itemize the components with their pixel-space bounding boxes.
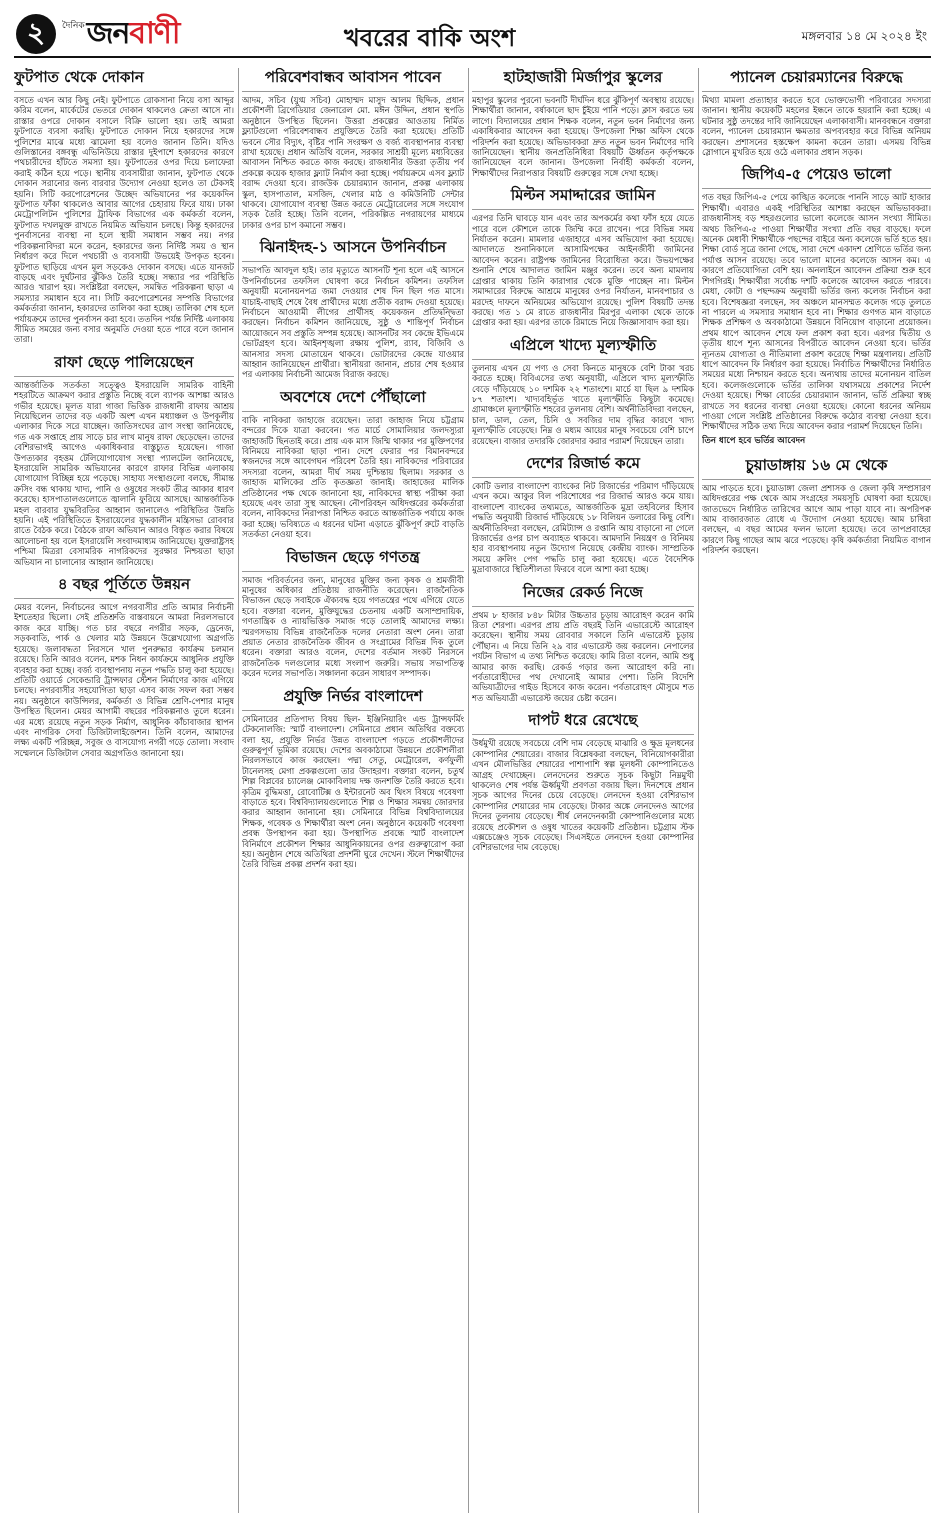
story-body: প্রথম ৮ হাজার ৮৪৮ মিটার উচ্চতার চূড়ায় আরোহণ করেন কামি রিতা শেরপা। এরপর প্রায় প্রতি বছরই তিনি এভারেস্টে আরোহণ করেছেন। স্থানীয় সময় রোববার সকালে তিনি এভারেস্ট চূড়ায় পৌঁছান। এ নিয়ে তিনি ২৯ বার এভারেস্ট জয় করলেন। নেপালের পর্যটন বিভাগ এ তথ্য নিশ্চিত করেছে। কামি রিতা বলেন, আমি শুধু আমার কাজ করছি। রেকর্ড গড়ার জন্য আরোহণ করি না। পর্বতারোহীদের পথ দেখানোই আমার পেশা। তিনি বিদেশি অভিযাত্রীদের গাইড হিসেবে কাজ করেন। পর্বতারোহণ মৌসুমে শত শত অভিযাত্রী এভারেস্ট জয়ের চেষ্টা করেন। bbox=[472, 609, 694, 703]
story-body: সভাপতি আবদুল হাই। তার মৃত্যুতে আসনটি শূন্য হলে এই আসনে উপনির্বাচনের তফসিল ঘোষণা করে নির্বাচন কমিশন। তফসিল অনুযায়ী মনোনয়নপত্র জমা দেওয়ার শেষ দিন ছিল গত মাসে। যাচাই-বাছাই শেষে বৈধ প্রার্থীদের মধ্যে প্রতীক বরাদ্দ দেওয়া হয়েছে। নির্বাচনে আওয়ামী লীগের প্রার্থীসহ কয়েকজন প্রতিদ্বন্দ্বিতা করছেন। নির্বাচন কমিশন জানিয়েছে, সুষ্ঠু ও শান্তিপূর্ণ নির্বাচন আয়োজনে সব প্রস্তুতি সম্পন্ন হয়েছে। আসনটির সব কেন্দ্রে ইভিএমে ভোটগ্রহণ হবে। আইনশৃঙ্খলা রক্ষায় পুলিশ, র‌্যাব, বিজিবি ও আনসার সদস্য মোতায়েন থাকবে। ভোটারদের কেন্দ্রে যাওয়ার আহ্বান জানিয়েছেন প্রার্থীরা। স্থানীয়রা জানান, প্রচার শেষ হওয়ার পর এলাকায় নির্বাচনী আমেজ বিরাজ করছে। bbox=[242, 265, 464, 380]
story-milton bbox=[472, 186, 694, 327]
story-body: মেয়র বলেন, নির্বাচনের আগে নগরবাসীর প্রতি আমার নির্বাচনী ইশতেহার ছিলো। সেই প্রতিশ্রুতি বাস্তবায়নে আমরা নিরলসভাবে কাজ করে যাচ্ছি। গত চার বছরে নগরীর সড়ক, ড্রেনেজ, সড়কবাতি, পার্ক ও খেলার মাঠ উন্নয়নে উল্লেখযোগ্য অগ্রগতি হয়েছে। জলাবদ্ধতা নিরসনে খাল পুনরুদ্ধার কার্যক্রম চলমান রয়েছে। তিনি আরও বলেন, মশক নিধন কার্যক্রমে আধুনিক প্রযুক্তি ব্যবহার করা হচ্ছে। বর্জ্য ব্যবস্থাপনায় নতুন পদ্ধতি চালু করা হয়েছে। প্রতিটি ওয়ার্ডে সেকেন্ডারি ট্রান্সফার স্টেশন নির্মাণের কাজ এগিয়ে চলছে। নগরবাসীর সহযোগিতা ছাড়া এসব কাজ সফল করা সম্ভব নয়। অনুষ্ঠানে কাউন্সিলর, কর্মকর্তা ও বিভিন্ন শ্রেণি-পেশার মানুষ উপস্থিত ছিলেন। মেয়র আগামী বছরের পরিকল্পনাও তুলে ধরেন। এর মধ্যে রয়েছে নতুন সড়ক নির্মাণ, আধুনিক কাঁচাবাজার স্থাপন এবং নাগরিক সেবা ডিজিটালাইজেশন। তিনি বলেন, আমাদের লক্ষ্য একটি পরিচ্ছন্ন, সবুজ ও বাসযোগ্য নগরী গড়ে তোলা। সংবাদ সম্মেলনে ডিজিটাল সেবার অগ্রগতিও জানানো হয়। bbox=[14, 602, 234, 758]
daily-label: দৈনিক bbox=[62, 20, 85, 31]
story-body: সেমিনারের প্রতিপাদ্য বিষয় ছিল- ইঞ্জিনিয়ারিং এন্ড ট্রান্সফর্মিং টেকনোলজি: স্মার্ট বাংলাদেশ। সেমিনারে প্রধান অতিথির বক্তব্যে বলা হয়, প্রযুক্তি নির্ভর উন্নত বাংলাদেশ গড়তে প্রকৌশলীদের গুরুত্বপূর্ণ ভূমিকা রয়েছে। দেশের অবকাঠামো উন্নয়নে প্রকৌশলীরা নিরলসভাবে কাজ করছেন। পদ্মা সেতু, মেট্রোরেল, কর্ণফুলী টানেলসহ মেগা প্রকল্পগুলো তার উদাহরণ। বক্তারা বলেন, চতুর্থ শিল্প বিপ্লবের চ্যালেঞ্জ মোকাবিলায় দক্ষ জনশক্তি তৈরি করতে হবে। কৃত্রিম বুদ্ধিমত্তা, রোবোটিক্স ও ইন্টারনেট অব থিংস বিষয়ে গবেষণা বাড়াতে হবে। বিশ্ববিদ্যালয়গুলোতে শিল্প ও শিক্ষার সমন্বয় জোরদার করার আহ্বান জানানো হয়। সেমিনারে বিভিন্ন বিশ্ববিদ্যালয়ের শিক্ষক, গবেষক ও শিক্ষার্থীরা অংশ নেন। অনুষ্ঠানে কয়েকটি গবেষণা প্রবন্ধ উপস্থাপন করা হয়। উপস্থাপিত প্রবন্ধে স্মার্ট বাংলাদেশ বিনির্মাণে প্রকৌশল শিক্ষার আধুনিকায়নের ওপর গুরুত্বারোপ করা হয়। অনুষ্ঠান শেষে অতিথিরা প্রদর্শনী ঘুরে দেখেন। স্টলে শিক্ষার্থীদের তৈরি বিভিন্ন প্রকল্প প্রদর্শন করা হয়। bbox=[242, 713, 464, 870]
column-rule bbox=[698, 68, 699, 1513]
headline: এপ্রিলে খাদ্যে মূল্যস্ফীতি bbox=[472, 336, 694, 360]
story-reserve bbox=[472, 454, 694, 575]
story-returned bbox=[242, 388, 464, 540]
story-body: গত বছর জিপিএ-৫ পেয়ে কাঙ্খিত কলেজে পাননি সাড়ে আট হাজার শিক্ষার্থী। এবারও একই পরিস্থিতির আশঙ্কা করছেন অভিভাবকরা। রাজধানীসহ বড় শহরগুলোর ভালো কলেজে আসন সংখ্যা সীমিত। অথচ জিপিএ-৫ পাওয়া শিক্ষার্থীর সংখ্যা প্রতি বছর বাড়ছে। ফলে অনেক মেধাবী শিক্ষার্থীকে পছন্দের বাইরে অন্য কলেজে ভর্তি হতে হয়। শিক্ষা বোর্ড সূত্রে জানা গেছে, সারা দেশে একাদশ শ্রেণিতে ভর্তির জন্য পর্যাপ্ত আসন রয়েছে। তবে ভালো মানের কলেজে আসন কম। এ কারণে প্রতিযোগিতা বেশি হয়। অনলাইনে আবেদন প্রক্রিয়া শুরু হবে শিগগিরই। শিক্ষার্থীরা সর্বোচ্চ দশটি কলেজে আবেদন করতে পারবে। মেধা, কোটা ও পছন্দক্রম অনুযায়ী ভর্তির জন্য কলেজ নির্বাচন করা হবে। বিশেষজ্ঞরা বলছেন, সব অঞ্চলে মানসম্মত কলেজ গড়ে তুলতে না পারলে এ সমস্যার সমাধান হবে না। শিক্ষার গুণগত মান বাড়াতে শিক্ষক প্রশিক্ষণ ও অবকাঠামো উন্নয়নে বিনিয়োগ বাড়ানো প্রয়োজন। প্রথম ধাপে আবেদন শেষে ফল প্রকাশ করা হবে। এরপর দ্বিতীয় ও তৃতীয় ধাপে শূন্য আসনের বিপরীতে আবেদন নেওয়া হবে। ভর্তির ন্যূনতম যোগ্যতা ও নীতিমালা প্রকাশ করেছে শিক্ষা মন্ত্রণালয়। প্রতিটি ধাপে আবেদন ফি নির্ধারণ করা হয়েছে। নির্বাচিত শিক্ষার্থীদের নির্ধারিত সময়ের মধ্যে নিশ্চায়ন করতে হবে। অন্যথায় তাদের মনোনয়ন বাতিল হবে। কলেজগুলোকে ভর্তির তালিকা যথাসময়ে প্রকাশের নির্দেশ দেওয়া হয়েছে। শিক্ষা বোর্ডের চেয়ারম্যান জানান, ভর্তি প্রক্রিয়া স্বচ্ছ রাখতে সব ধরনের ব্যবস্থা নেওয়া হয়েছে। কোনো ধরনের অনিয়ম পাওয়া গেলে সংশ্লিষ্ট প্রতিষ্ঠানের বিরুদ্ধে কঠোর ব্যবস্থা নেওয়া হবে। শিক্ষার্থীদের সঠিক তথ্য দিয়ে আবেদন করার পরামর্শ দিয়েছেন তিনি। bbox=[702, 192, 931, 432]
headline: চুয়াডাঙ্গায় ১৬ মে থেকে bbox=[702, 456, 931, 480]
headline: পরিবেশবান্ধব আবাসন পাবেন bbox=[242, 68, 464, 92]
story-price bbox=[472, 711, 694, 852]
story-record bbox=[472, 583, 694, 704]
headline: প্রযুক্তি নির্ভর বাংলাদেশ bbox=[242, 687, 464, 711]
column-1 bbox=[14, 68, 234, 1513]
story-chairman bbox=[702, 68, 931, 157]
masthead bbox=[14, 12, 931, 58]
headline: হাটহাজারী মির্জাপুর স্কুলের bbox=[472, 68, 694, 92]
story-body: মহাপুর স্কুলের পুরনো ভবনটি দীর্ঘদিন ধরে ঝুঁকিপূর্ণ অবস্থায় রয়েছে। শিক্ষার্থীরা জানান, বর্ষাকালে ছাদ চুঁইয়ে পানি পড়ে। ক্লাস করতে ভয় লাগে। বিদ্যালয়ের প্রধান শিক্ষক বলেন, নতুন ভবন নির্মাণের জন্য একাধিকবার আবেদন করা হয়েছে। উপজেলা শিক্ষা অফিস থেকে পরিদর্শন করা হয়েছে। অভিভাবকরা দ্রুত নতুন ভবন নির্মাণের দাবি জানিয়েছেন। স্থানীয় জনপ্রতিনিধিরা বিষয়টি ঊর্ধ্বতন কর্তৃপক্ষকে জানিয়েছেন বলে জানান। উপজেলা নির্বাহী কর্মকর্তা বলেন, শিক্ষার্থীদের নিরাপত্তার বিষয়টি গুরুত্বের সঙ্গে দেখা হচ্ছে। bbox=[472, 95, 694, 178]
story-footpath bbox=[14, 68, 234, 345]
headline: মিল্টন সমাদ্দারের জামিন bbox=[472, 186, 694, 210]
column-4 bbox=[702, 68, 931, 1513]
story-body: এরপর তিনি ঘাবড়ে যান এবং তার অপকর্মের কথা ফাঁস হয়ে যেতে পারে বলে কৌশলে তাকে জিম্মি করে রাখেন। পরে বিভিন্ন সময় নির্যাতন করেন। মামলার এজাহারে এসব অভিযোগ করা হয়েছে। আদালতে শুনানিকালে আসামিপক্ষের আইনজীবী জামিনের আবেদন করেন। রাষ্ট্রপক্ষ জামিনের বিরোধিতা করে। উভয়পক্ষের শুনানি শেষে আদালত জামিন মঞ্জুর করেন। তবে অন্য মামলায় গ্রেপ্তার থাকায় তিনি কারাগার থেকে মুক্তি পাচ্ছেন না। মিল্টন সমাদ্দারের বিরুদ্ধে আশ্রমে মানুষের ওপর নির্যাতন, মানবপাচার ও মরদেহ দাফনে অনিয়মের অভিযোগ রয়েছে। পুলিশ বিষয়টি তদন্ত করছে। গত ১ মে রাতে রাজধানীর মিরপুর এলাকা থেকে তাকে গ্রেপ্তার করা হয়। এরপর তাকে রিমান্ডে নিয়ে জিজ্ঞাসাবাদ করা হয়। bbox=[472, 213, 694, 328]
issue-date: মঙ্গলবার ১৪ মে ২০২৪ ইং bbox=[801, 29, 927, 43]
column-rule bbox=[238, 68, 239, 1513]
story-democracy bbox=[242, 548, 464, 679]
logo bbox=[16, 14, 180, 54]
headline: নিজের রেকর্ড নিজে bbox=[472, 583, 694, 607]
story-hathazari bbox=[472, 68, 694, 178]
section-title: খবরের বাকি অংশ bbox=[344, 23, 516, 52]
story-body: কোটি ডলার বাংলাদেশ ব্যাংকের নিট রিজার্ভের পরিমাণ দাঁড়িয়েছে এখন কমে। আকুর বিল পরিশোধের পর রিজার্ভ আরও কমে যায়। বাংলাদেশ ব্যাংকের তথ্যমতে, আন্তর্জাতিক মুদ্রা তহবিলের হিসাব পদ্ধতি অনুযায়ী রিজার্ভ দাঁড়িয়েছে ১৮ বিলিয়ন ডলারের কিছু বেশি। অর্থনীতিবিদরা বলছেন, রেমিট্যান্স ও রপ্তানি আয় বাড়ানো না গেলে রিজার্ভের ওপর চাপ অব্যাহত থাকবে। আমদানি নিয়ন্ত্রণ ও বিনিময় হার ব্যবস্থাপনায় নতুন উদ্যোগ নিয়েছে কেন্দ্রীয় ব্যাংক। সাম্প্রতিক সময়ে ক্রলিং পেগ পদ্ধতি চালু করা হয়েছে। এতে বৈদেশিক মুদ্রাবাজারে স্থিতিশীলতা ফিরবে বলে আশা করা হচ্ছে। bbox=[472, 480, 694, 575]
brand-part-a: জন bbox=[86, 15, 130, 51]
story-jhenaidah bbox=[242, 238, 464, 379]
headline: জিপিএ-৫ পেয়েও ভালো bbox=[702, 165, 931, 189]
headline: প্যানেল চেয়ারম্যানের বিরুদ্ধে bbox=[702, 68, 931, 92]
headline: রাফা ছেড়ে পালিয়েছেন bbox=[14, 353, 234, 377]
column-3 bbox=[472, 68, 694, 1513]
story-body: আম পাড়তে হবে। চুয়াডাঙ্গা জেলা প্রশাসক ও জেলা কৃষি সম্প্রসারণ অধিদপ্তরের পক্ষ থেকে আম সংগ্রহের সময়সূচি ঘোষণা করা হয়েছে। জাতভেদে নির্ধারিত তারিখের আগে আম পাড়া যাবে না। অপরিপক্ব আম বাজারজাত রোধে এ উদ্যোগ নেওয়া হয়েছে। আম চাষিরা বলছেন, এ বছর আমের ফলন ভালো হয়েছে। তবে তাপপ্রবাহের কারণে কিছু গাছের আম ঝরে পড়েছে। কৃষি কর্মকর্তারা নিয়মিত বাগান পরিদর্শন করছেন। bbox=[702, 482, 931, 556]
story-inflation bbox=[472, 336, 694, 446]
newspaper-page bbox=[14, 12, 931, 1515]
story-body: আদম, সচিব (যুগ্ম সচিব) মোহাম্মদ মাসুদ আলম ছিদ্দিক, প্রধান প্রকৌশলী ব্রিগেডিয়ার জেনারেল মো. মঈন উদ্দিন, প্রধান স্থপতি অনুষ্ঠানে উপস্থিত ছিলেন। উত্তরা প্রকল্পের আওতায় নির্মিত ফ্ল্যাটগুলো পরিবেশবান্ধব প্রযুক্তিতে তৈরি করা হয়েছে। প্রতিটি ভবনে সৌর বিদ্যুৎ, বৃষ্টির পানি সংরক্ষণ ও বর্জ্য ব্যবস্থাপনার ব্যবস্থা রাখা হয়েছে। প্রধান অতিথি বলেন, সরকার সাশ্রয়ী মূল্যে মধ্যবিত্তের আবাসন নিশ্চিত করতে কাজ করছে। রাজধানীর উত্তরা তৃতীয় পর্ব প্রকল্পে কয়েক হাজার ফ্ল্যাট নির্মাণ করা হচ্ছে। পর্যায়ক্রমে এসব ফ্ল্যাট বরাদ্দ দেওয়া হবে। রাজউক চেয়ারম্যান জানান, প্রকল্প এলাকায় স্কুল, হাসপাতাল, মসজিদ, খেলার মাঠ ও কমিউনিটি সেন্টার থাকবে। যোগাযোগ ব্যবস্থা উন্নত করতে মেট্রোরেলের সঙ্গে সংযোগ সড়ক তৈরি হচ্ছে। তিনি বলেন, পরিকল্পিত নগরায়ণের মাধ্যমে ঢাকার ওপর চাপ কমানো সম্ভব। bbox=[242, 95, 464, 230]
story-tech bbox=[242, 687, 464, 870]
story-rafah bbox=[14, 353, 234, 567]
sub-heading: তিন ধাপে হবে ভর্তির আবেদন bbox=[702, 435, 806, 446]
column-2 bbox=[242, 68, 464, 1513]
headline: ঝিনাইদহ-১ আসনে উপনির্বাচন bbox=[242, 238, 464, 262]
column-rule bbox=[468, 68, 469, 1513]
headline: ফুটপাত থেকে দোকান bbox=[14, 68, 234, 92]
story-body: সমাজ পরিবর্তনের জন্য, মানুষের মুক্তির জন্য কৃষক ও শ্রমজীবী মানুষের অধিকার প্রতিষ্ঠায় রাজনীতি করেছেন। রাজনৈতিক বিভাজন ছেড়ে সবাইকে ঐক্যবদ্ধ হয়ে গণতন্ত্রের পথে এগিয়ে যেতে হবে। বক্তারা বলেন, মুক্তিযুদ্ধের চেতনায় একটি অসাম্প্রদায়িক, গণতান্ত্রিক ও ন্যায়ভিত্তিক সমাজ গড়ে তোলাই আমাদের লক্ষ্য। স্মরণসভায় বিভিন্ন রাজনৈতিক দলের নেতারা অংশ নেন। তারা প্রয়াত নেতার রাজনৈতিক জীবন ও সংগ্রামের বিভিন্ন দিক তুলে ধরেন। বক্তারা আরও বলেন, দেশের বর্তমান সংকট নিরসনে রাজনৈতিক দলগুলোর মধ্যে সংলাপ জরুরি। সভায় সভাপতিত্ব করেন দলের সভাপতি। সঞ্চালনা করেন সাধারণ সম্পাদক। bbox=[242, 574, 464, 679]
story-body: মিথ্যা মামলা প্রত্যাহার করতে হবে ভোক্তভোগী পরিবারের সদস্যরা জানান। স্থানীয় কয়েকটি মহলের ইন্ধনে তাকে হয়রানি করা হচ্ছে। এ ঘটনার সুষ্ঠু তদন্তের দাবি জানিয়েছেন এলাকাবাসী। মানববন্ধনে বক্তারা বলেন, প্যানেল চেয়ারম্যান ক্ষমতার অপব্যবহার করে বিভিন্ন অনিয়ম করছেন। প্রশাসনের হস্তক্ষেপ কামনা করেন তারা। এসময় বিভিন্ন স্লোগানে মুখরিত হয়ে ওঠে এলাকার প্রধান সড়ক। bbox=[702, 95, 931, 158]
brand-name bbox=[87, 9, 180, 60]
page-number: ২ bbox=[16, 14, 56, 54]
story-housing bbox=[242, 68, 464, 230]
headline: দেশের রিজার্ভ কমে bbox=[472, 454, 694, 478]
story-body: বাকি নাবিকরা জাহাজে রয়েছেন। তারা জাহাজ নিয়ে চট্টগ্রাম বন্দরের দিকে যাত্রা করবেন। গত মার্চে সোমালিয়ার জলদস্যুরা জাহাজটি ছিনতাই করে। প্রায় এক মাস জিম্মি থাকার পর মুক্তিপণের বিনিময়ে নাবিকরা ছাড়া পান। দেশে ফেরার পর বিমানবন্দরে স্বজনদের সঙ্গে আবেগঘন পরিবেশ তৈরি হয়। নাবিকদের পরিবারের সদস্যরা বলেন, আমরা দীর্ঘ সময় দুশ্চিন্তায় ছিলাম। সরকার ও জাহাজ মালিকের প্রতি কৃতজ্ঞতা জানাই। জাহাজের মালিক প্রতিষ্ঠানের পক্ষ থেকে জানানো হয়, নাবিকদের স্বাস্থ্য পরীক্ষা করা হয়েছে এবং তারা সুস্থ আছেন। নৌপরিবহন অধিদপ্তরের কর্মকর্তারা বলেন, নাবিকদের নিরাপত্তা নিশ্চিত করতে আন্তর্জাতিক পর্যায়ে কাজ করা হচ্ছে। ভবিষ্যতে এ ধরনের ঘটনা এড়াতে ঝুঁকিপূর্ণ রুটে বাড়তি সতর্কতা নেওয়া হবে। bbox=[242, 414, 464, 540]
headline: অবশেষে দেশে পৌঁছালো bbox=[242, 388, 464, 412]
brand-part-b: বাণী bbox=[129, 15, 180, 51]
headline: বিভাজন ছেড়ে গণতন্ত্র bbox=[242, 548, 464, 572]
headline: ৪ বছর পূর্তিতে উন্নয়ন bbox=[14, 575, 234, 599]
story-body: বসতে এখন আর কিছু নেই। ফুটপাতে রোকসানা নিয়ে বসা আব্দুর করিম বলেন, মার্কেটের ভেতরে দোকান থাকলেও ক্রেতা আসে না। রাস্তার ওপরে দোকান বসালে বিক্রি ভালো হয়। তাই আমরা ফুটপাতে ব্যবসা করছি। ফুটপাতে দোকান নিয়ে হকারদের সঙ্গে পুলিশের মাঝে মধ্যে ঝামেলা হয় বলেও জানান তিনি। যদিও গুলিস্তানের বঙ্গবন্ধু এভিনিউয়ে রাস্তার দুইপাশে হকারদের কারণে পথচারীদের হাঁটতে সমস্যা হয়। ফুটপাতের ওপর দিয়ে চলাফেরা করাই কঠিন হয়ে পড়ে। স্থানীয় ব্যবসায়ীরা জানান, ফুটপাত থেকে দোকান সরানোর জন্য বারবার উদ্যোগ নেওয়া হলেও তা টেকসই হয়নি। সিটি করপোরেশনের উচ্ছেদ অভিযানের পর কয়েকদিন ফুটপাত ফাঁকা থাকলেও আবার আগের চেহারায় ফিরে যায়। ঢাকা মেট্রোপলিটন পুলিশের ট্রাফিক বিভাগের এক কর্মকর্তা বলেন, ফুটপাত দখলমুক্ত রাখতে নিয়মিত অভিযান চলছে। কিন্তু হকারদের পুনর্বাসনের ব্যবস্থা না হলে স্থায়ী সমাধান সম্ভব নয়। নগর পরিকল্পনাবিদরা মনে করেন, হকারদের জন্য নির্দিষ্ট সময় ও স্থান নির্ধারণ করে দিলে পথচারী ও ব্যবসায়ী উভয়েই উপকৃত হবেন। ফুটপাত ছাড়িয়ে এখন মূল সড়কেও দোকান বসছে। এতে যানজট বাড়ছে এবং দুর্ঘটনার ঝুঁকিও তৈরি হচ্ছে। সন্ধ্যার পর পরিস্থিতি আরও খারাপ হয়। সংশ্লিষ্টরা বলছেন, সমন্বিত পরিকল্পনা ছাড়া এ সমস্যার সমাধান হবে না। সিটি করপোরেশনের সম্পত্তি বিভাগের কর্মকর্তারা জানান, হকারদের তালিকা করা হচ্ছে। তালিকা শেষ হলে পর্যায়ক্রমে তাদের পুনর্বাসন করা হবে। ততদিন পর্যন্ত নির্দিষ্ট এলাকায় সীমিত সময়ের জন্য বসার অনুমতি দেওয়া হতে পারে বলে জানান তারা। bbox=[14, 95, 234, 345]
story-body: আন্তর্জাতিক সতর্কতা সত্ত্বেও ইসরায়েলি সামরিক বাহিনী শহরটিতে আক্রমণ করার প্রস্তুতি নিচ্ছে বলে ব্যাপক আশঙ্কা আরও গভীর হয়েছে। মূলত যারা গাজা ভিত্তিক রাজধানী রাফায় আশ্রয় নিয়েছিলেন তাদের বড় একটি অংশ এখন মধ্যাঞ্চল ও উপকূলীয় এলাকার দিকে সরে যাচ্ছেন। জাতিসংঘের ত্রাণ সংস্থা জানিয়েছে, গত এক সপ্তাহে প্রায় সাড়ে চার লাখ মানুষ রাফা ছেড়েছেন। তাদের বেশিরভাগই আগেও একাধিকবার বাস্তুচ্যুত হয়েছেন। গাজা উপত্যকার বৃহত্তম টেলিযোগাযোগ সংস্থা প্যালটেল জানিয়েছে, ইসরায়েলি সামরিক অভিযানের কারণে রাফার বিভিন্ন এলাকায় যোগাযোগ বিচ্ছিন্ন হয়ে পড়েছে। সাহায্য সংস্থাগুলো বলছে, সীমান্ত ক্রসিং বন্ধ থাকায় খাদ্য, পানি ও ওষুধের সংকট তীব্র আকার ধারণ করেছে। হাসপাতালগুলোতে জ্বালানি ফুরিয়ে আসছে। আন্তর্জাতিক মহল বারবার যুদ্ধবিরতির আহ্বান জানালেও পরিস্থিতির উন্নতি হয়নি। এই পরিস্থিতিতে ইসরায়েলের যুদ্ধকালীন মন্ত্রিসভা রোববার রাতে বৈঠক করে। বৈঠকে রাফা অভিযান আরও বিস্তৃত করার বিষয়ে আলোচনা হয় বলে ইসরায়েলি সংবাদমাধ্যম জানিয়েছে। যুক্তরাষ্ট্রসহ পশ্চিমা মিত্ররা বেসামরিক নাগরিকদের সুরক্ষার নিশ্চয়তা ছাড়া অভিযান না চালানোর আহ্বান জানিয়েছে। bbox=[14, 379, 234, 567]
headline: দাপট ধরে রেখেছে bbox=[472, 711, 694, 735]
story-gpa bbox=[702, 165, 931, 447]
story-body: তুলনায় এখন যে পণ্য ও সেবা কিনতে মানুষকে বেশি টাকা খরচ করতে হচ্ছে। বিবিএসের তথ্য অনুযায়ী, এপ্রিলে খাদ্য মূল্যস্ফীতি বেড়ে দাঁড়িয়েছে ১০ দশমিক ২২ শতাংশে। মার্চে যা ছিল ৯ দশমিক ৮৭ শতাংশ। খাদ্যবহির্ভূত খাতে মূল্যস্ফীতি কিছুটা কমেছে। গ্রামাঞ্চলে মূল্যস্ফীতি শহরের তুলনায় বেশি। অর্থনীতিবিদরা বলছেন, চাল, ডাল, তেল, চিনি ও সবজির দাম বৃদ্ধির কারণে খাদ্য মূল্যস্ফীতি বেড়েছে। নিম্ন ও মধ্যম আয়ের মানুষ সবচেয়ে বেশি চাপে রয়েছেন। বাজার তদারকি জোরদার করার পরামর্শ দিয়েছেন তারা। bbox=[472, 362, 694, 446]
story-chuadanga bbox=[702, 456, 931, 556]
story-anniversary bbox=[14, 575, 234, 758]
story-body: উর্ধমুখী রয়েছে সবচেয়ে বেশি দাম বেড়েছে মাঝারি ও ক্ষুদ্র মূলধনের কোম্পানির শেয়ারের। বাজার বিশ্লেষকরা বলছেন, বিনিয়োগকারীরা এখন মৌলভিত্তির শেয়ারের পাশাপাশি স্বল্প মূলধনী কোম্পানিতেও আগ্রহ দেখাচ্ছেন। লেনদেনের শুরুতে সূচক কিছুটা নিম্নমুখী থাকলেও শেষ পর্যন্ত ঊর্ধ্বমুখী প্রবণতা বজায় ছিল। দিনশেষে প্রধান সূচক আগের দিনের চেয়ে বেড়েছে। লেনদেন হওয়া বেশিরভাগ কোম্পানির শেয়ারের দাম বেড়েছে। টাকার অঙ্কে লেনদেনও আগের দিনের তুলনায় বেড়েছে। শীর্ষ লেনদেনকারী কোম্পানিগুলোর মধ্যে রয়েছে প্রকৌশল ও ওষুধ খাতের কয়েকটি প্রতিষ্ঠান। চট্টগ্রাম স্টক এক্সচেঞ্জেও সূচক বেড়েছে। সিএসইতে লেনদেন হওয়া কোম্পানির বেশিরভাগের দাম বেড়েছে। bbox=[472, 738, 694, 853]
